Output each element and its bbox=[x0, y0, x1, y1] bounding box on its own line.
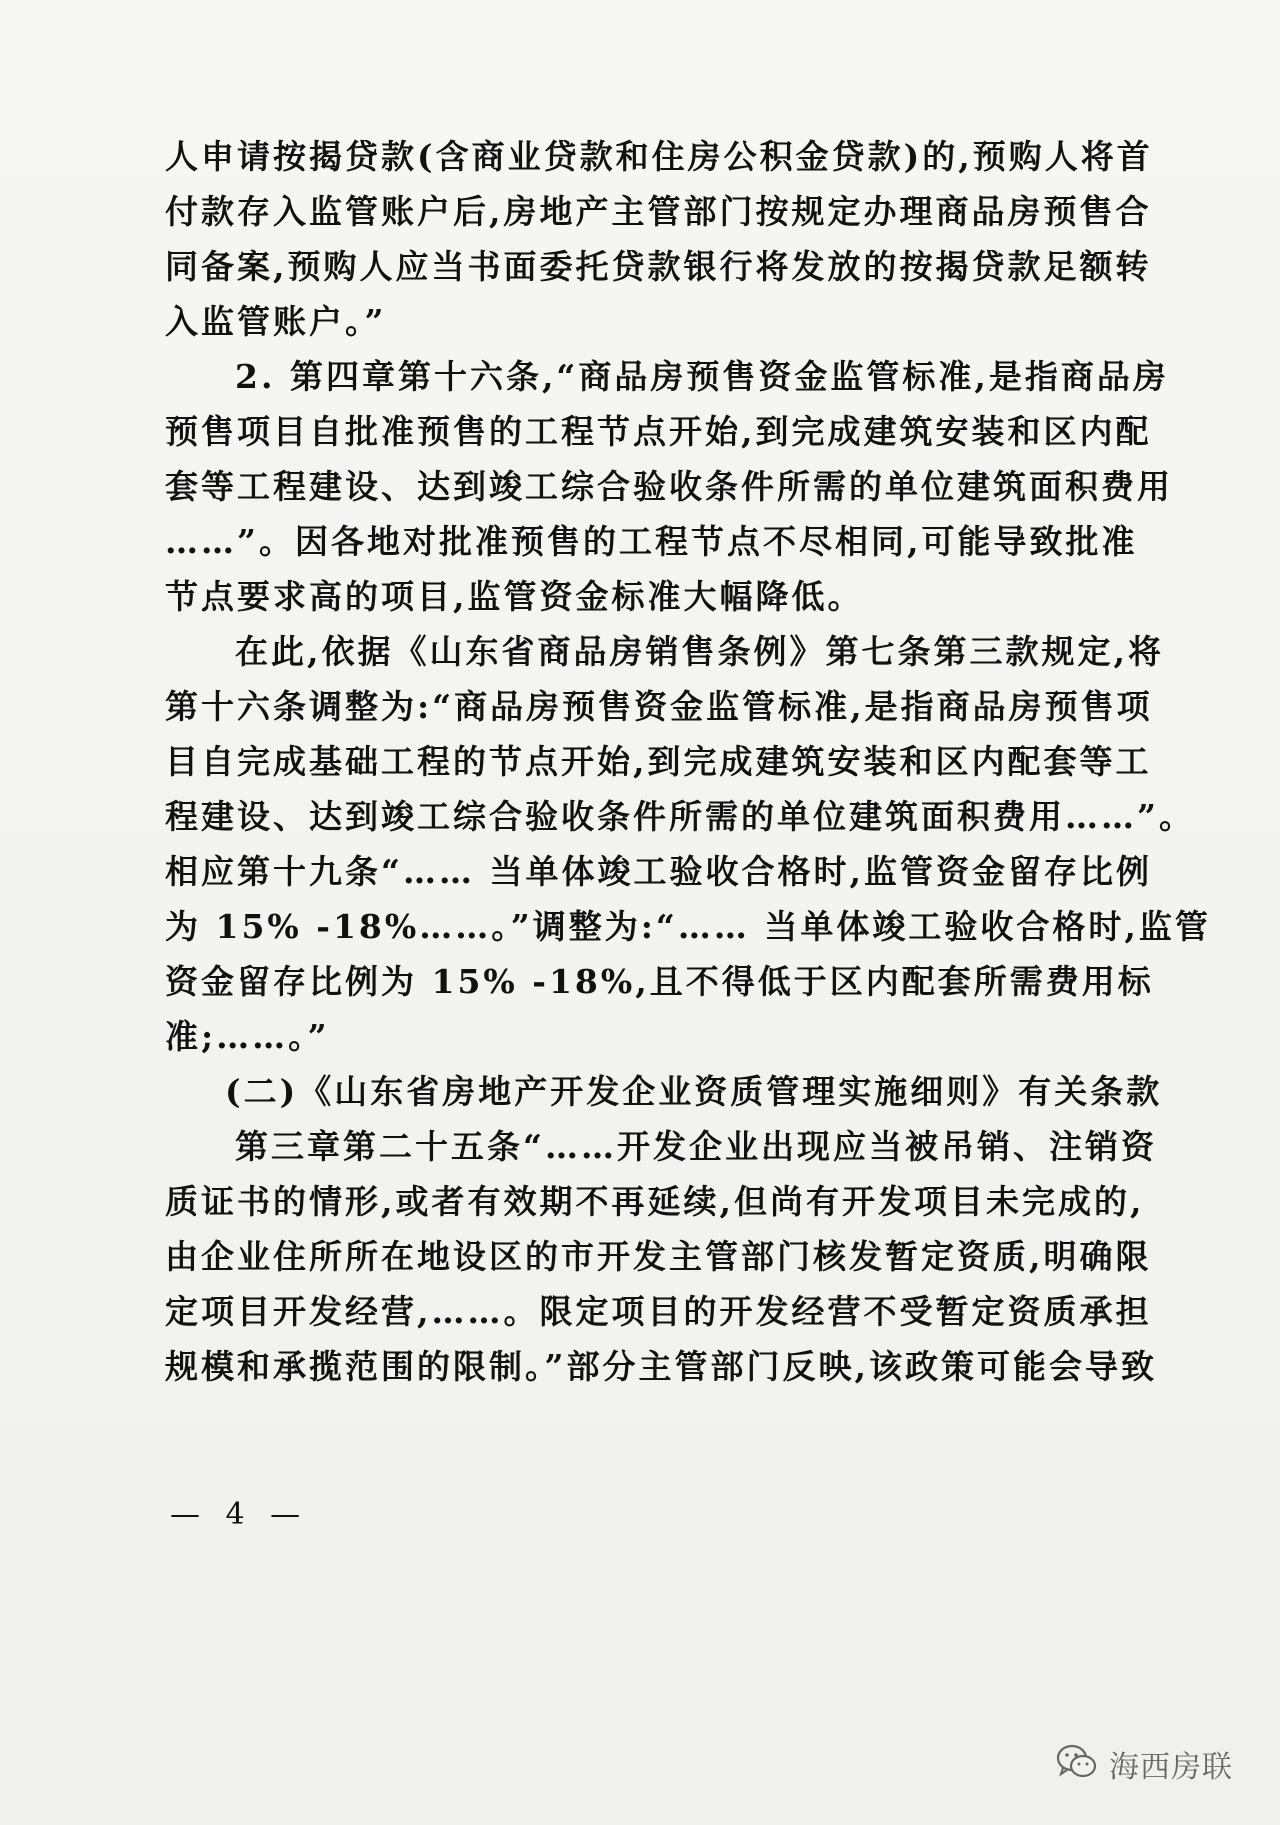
text-line: 同备案,预购人应当书面委托贷款银行将发放的按揭贷款足额转 bbox=[165, 247, 1152, 286]
text-line: 在此,依据《山东省商品房销售条例》第七条第三款规定,将 bbox=[235, 632, 1164, 671]
text-line: 套等工程建设、达到竣工综合验收条件所需的单位建筑面积费用 bbox=[165, 467, 1173, 506]
text-line: 第十六条调整为:“商品房预售资金监管标准,是指商品房预售项 bbox=[165, 687, 1153, 726]
text-line: 定项目开发经营,……。限定项目的开发经营不受暂定资质承担 bbox=[165, 1292, 1152, 1331]
text-line: 预售项目自批准预售的工程节点开始,到完成建筑安装和区内配 bbox=[165, 412, 1152, 451]
wechat-icon bbox=[1055, 1742, 1099, 1786]
text-line: 由企业住所所在地设区的市开发主管部门核发暂定资质,明确限 bbox=[165, 1237, 1152, 1276]
text-line: 节点要求高的项目,监管资金标准大幅降低。 bbox=[165, 577, 864, 616]
text-line: 付款存入监管账户后,房地产主管部门按规定办理商品房预售合 bbox=[165, 192, 1152, 231]
watermark bbox=[1055, 1742, 1233, 1786]
text-line: 人申请按揭贷款(含商业贷款和住房公积金贷款)的,预购人将首 bbox=[165, 137, 1153, 176]
text-line: 规模和承揽范围的限制。”部分主管部门反映,该政策可能会导致 bbox=[165, 1347, 1157, 1386]
text-line: 程建设、达到竣工综合验收条件所需的单位建筑面积费用……”。 bbox=[165, 797, 1195, 836]
text-line: 目自完成基础工程的节点开始,到完成建筑安装和区内配套等工 bbox=[165, 742, 1152, 781]
page-number: — 4 — bbox=[170, 1497, 309, 1532]
text-line: 2. 第四章第十六条,“商品房预售资金监管标准,是指商品房 bbox=[235, 357, 1169, 396]
text-line: 质证书的情形,或者有效期不再延续,但尚有开发项目未完成的, bbox=[165, 1182, 1145, 1221]
section-heading: (二)《山东省房地产开发企业资质管理实施细则》有关条款 bbox=[225, 1072, 1163, 1111]
text-line: ……”。因各地对批准预售的工程节点不尽相同,可能导致批准 bbox=[165, 522, 1138, 561]
text-line: 相应第十九条“…… 当单体竣工验收合格时,监管资金留存比例 bbox=[165, 852, 1152, 891]
text-line: 入监管账户。” bbox=[165, 302, 387, 341]
text-line: 准;……。” bbox=[165, 1017, 330, 1056]
text-line: 第三章第二十五条“……开发企业出现应当被吊销、注销资 bbox=[235, 1127, 1157, 1166]
watermark-text: 海西房联 bbox=[1109, 1750, 1233, 1785]
text-line: 为 15% -18%……。”调整为:“…… 当单体竣工验收合格时,监管 bbox=[165, 907, 1211, 946]
text-line: 资金留存比例为 15% -18%,且不得低于区内配套所需费用标 bbox=[165, 962, 1154, 1001]
